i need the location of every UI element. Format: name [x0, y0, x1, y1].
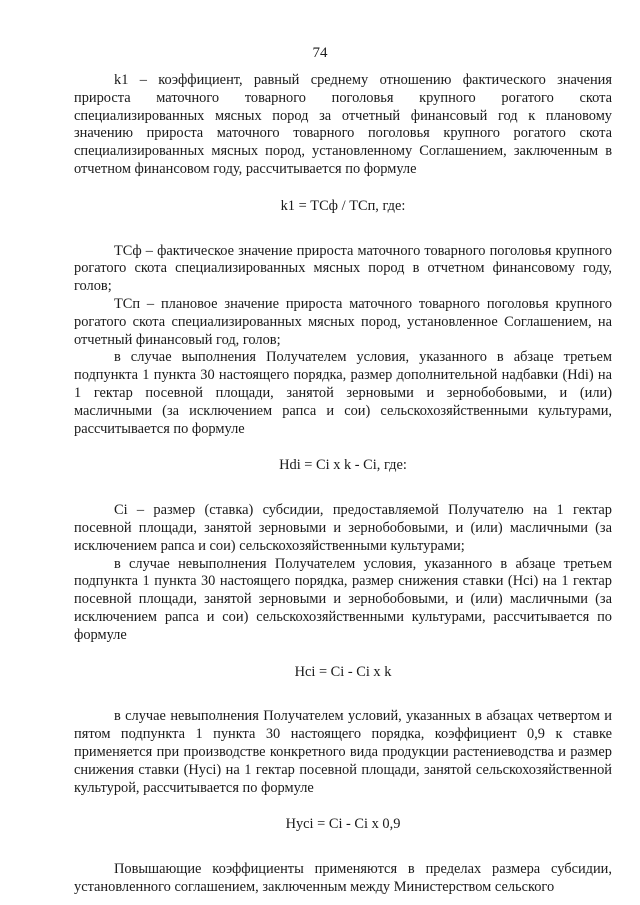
document-body — [74, 72, 612, 897]
paragraph-coefficient-condition: в случае невыполнения Получателем условий, указанных в абзацах четвертом и пятом подпункта 1 пункта 30 настоящего порядка, коэффициент 0,9 к ставке применяется при производстве конкретного вида продукции растениеводства и размер снижения ставки (Нуci) на 1 гектар посевной площади, занятой сельскохозяйственной культурой, рассчитывается по формуле — [74, 708, 612, 796]
paragraph-ci-definition: Ci – размер (ставка) субсидии, предоставляемой Получателю на 1 гектар посевной площади, занятой зерновыми и зернобобовыми, и (или) масличными (за исключением рапса и сои) сельскохозяйственными культурами; — [74, 502, 612, 554]
formula-ndi: Нdi = Ci x k - Ci, где: — [279, 457, 407, 474]
paragraph-tsp-definition: ТСп – плановое значение прироста маточного товарного поголовья крупного рогатого скота специализированных мясных пород, установленное Соглашением, на отчетный финансовый год, голов; — [74, 295, 612, 348]
formula-nuci: Нуci = Ci - Ci x 0,9 — [285, 816, 401, 833]
paragraph-increasing-coefficients: Повышающие коэффициенты применяются в пределах размера субсидии, установленного соглашением, заключенным между Министерством сельского — [74, 861, 612, 895]
paragraph-reduction-condition: в случае невыполнения Получателем условия, указанного в абзаце третьем подпункта 1 пункта 30 настоящего порядка, размер снижения ставки (Нci) на 1 гектар посевной площади, занятой зерновыми и зернобобовыми, и (или) масличными (за исключением рапса и сои) сельскохозяйственными культурами, рассчитывается по формуле — [74, 555, 612, 643]
page-number: 74 — [312, 45, 328, 61]
formula-k1: k1 = ТСф / ТСп, где: — [280, 197, 406, 214]
paragraph-tsf-definition: ТСф – фактическое значение прироста маточного товарного поголовья крупного рогатого скота специализированных мясных пород в отчетном финансовому году, голов; — [74, 242, 612, 295]
paragraph-k1-definition: k1 – коэффициент, равный среднему отношению фактического значения прироста маточного товарного поголовья крупного рогатого скота специализированных мясных пород за отчетный финансовый год к плановому значению прироста маточного товарного поголовья крупного рогатого скота специализированных мясных пород, установленному Соглашением, заключенным в отчетном финансовом году, рассчитывается по формуле — [74, 72, 612, 177]
paragraph-bonus-condition: в случае выполнения Получателем условия, указанного в абзаце третьем подпункта 1 пункта 30 настоящего порядка, размер дополнительной надбавки (Нdi) на 1 гектар посевной площади, занятой зерновыми и зернобобовыми, и (или) масличными (за исключением рапса и сои) сельскохозяйственными культурами, рассчитывается по формуле — [74, 349, 612, 437]
formula-nci: Нci = Ci - Ci x k — [294, 663, 392, 680]
